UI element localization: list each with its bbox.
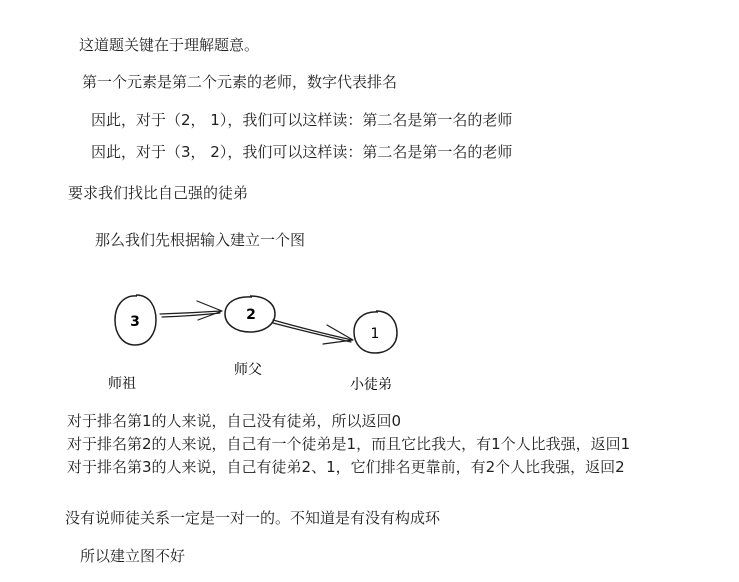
note-line-2: 第一个元素是第二个元素的老师，数字代表排名	[82, 73, 398, 91]
note-line-5: 要求我们找比自己强的徒弟	[68, 184, 249, 202]
edge-2-to-1	[273, 320, 353, 344]
note-line-9: 对于排名第3的人来说，自己有徒弟2、1，它们排名更靠前，有2个人比我强，返回2	[67, 458, 625, 476]
node-1-caption: 小徒弟	[350, 377, 392, 393]
note-line-3: 因此，对于（2， 1），我们可以这样读：第二名是第一名的老师	[91, 111, 513, 129]
note-line-1: 这道题关键在于理解题意。	[79, 36, 260, 54]
node-3-label: 3	[130, 314, 140, 330]
note-line-7: 对于排名第1的人来说，自己没有徒弟，所以返回0	[67, 412, 402, 430]
note-line-8: 对于排名第2的人来说，自己有一个徒弟是1，而且它比我大，有1个人比我强，返回1	[67, 435, 631, 453]
note-line-6: 那么我们先根据输入建立一个图	[95, 231, 306, 249]
note-line-11: 所以建立图不好	[80, 547, 186, 565]
node-2-label: 2	[246, 307, 256, 323]
note-line-4: 因此，对于（3， 2），我们可以这样读：第二名是第一名的老师	[91, 143, 513, 161]
node-3-caption: 师祖	[108, 376, 136, 392]
node-2-caption: 师父	[234, 362, 262, 378]
node-1-label: 1	[370, 326, 380, 342]
note-line-10: 没有说师徒关系一定是一对一的。不知道是有没有构成环	[65, 509, 441, 527]
edge-3-to-2	[160, 301, 222, 320]
